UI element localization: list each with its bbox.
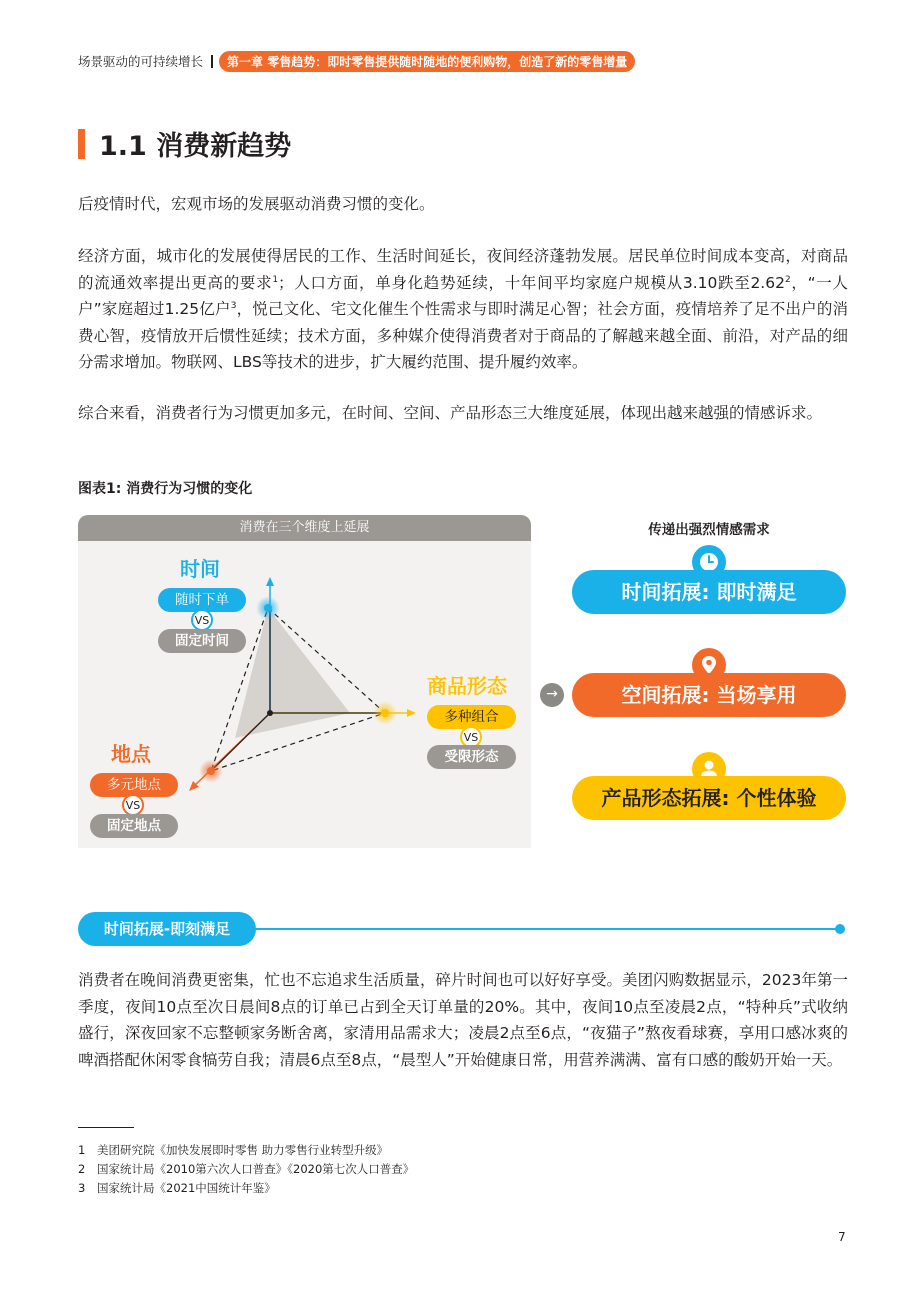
subsection-rule [252,928,840,930]
arrow-right-icon: → [540,683,564,707]
intro-paragraph: 后疫情时代，宏观市场的发展驱动消费习惯的变化。 [78,195,435,213]
summary-paragraph: 综合来看，消费者行为习惯更加多元，在时间、空间、产品形态三大维度延展，体现出越来越强的情感诉求。 [78,404,823,422]
report-title: 场景驱动的可持续增长 [78,54,204,69]
time-pill-flexible: 随时下单 [158,588,246,612]
footnote-ref-3: 3 [230,300,237,311]
time-label: 时间 [180,557,220,581]
panel-title: 消费在三个维度上延展 [78,515,531,541]
footnote-3: 3 国家统计局《2021中国统计年鉴》 [78,1181,276,1195]
section-heading [78,124,291,163]
space-extension-pill: 空间拓展: 当场享用 [572,673,846,717]
product-pill-limited: 受限形态 [427,745,516,769]
subsection-body: 消费者在晚间消费更密集，忙也不忘追求生活质量，碎片时间也可以好好享受。美团闪购数据显示，2023年第一季度，夜间10点至次日晨间8点的订单已占到全天订单量的20%。其中，夜间10点至凌晨2点，“特种兵”式收纳盛行，深夜回家不忘整顿家务断舍离，家清用品需求大；凌晨2点至6点，“夜猫子”熬夜看球赛，享用口感冰爽的啤酒搭配休闲零食犒劳自我；清晨6点至8点，“晨型人”开始健康日常，用营养满满、富有口感的酸奶开始一天。 [78,971,848,1069]
footnote-divider [78,1127,134,1128]
place-label: 地点 [111,742,151,766]
section-title: 1.1 消费新趋势 [99,131,292,162]
page-number: 7 [838,1230,846,1244]
subsection-rule-dot [835,924,845,934]
time-vs-badge: VS [191,609,213,631]
subsection-title: 时间拓展-即刻满足 [78,912,256,946]
page-header [78,50,635,72]
chapter-badge: 第一章 零售趋势：即时零售提供随时随地的便利购物，创造了新的零售增量 [219,51,635,72]
product-pill-combo: 多种组合 [427,705,516,729]
trend-paragraph: 经济方面，城市化的发展使得居民的工作、生活时间延长，夜间经济蓬勃发展。居民单位时间成本变高，对商品的流通效率提出更高的要求$^1$；人口方面，单身化趋势延续，十年间平均家庭户规模从3.10跌至2.62$^2$，“一人户”家庭超过1.25亿户$^3$，悦己文化、宅文化催生个性需求与即时满足心智；社会方面，疫情培养了足不出户的消费心智，疫情放开后惯性延续；技术方面，多种媒介使得消费者对于商品的了解越来越全面、前沿，对产品的细分需求增加。物联网、LBS等技术的进步，扩大履约范围、提升履约效率。 [78,247,848,371]
emotion-needs-heading: 传递出强烈情感需求 [648,522,770,538]
product-extension-pill: 产品形态拓展: 个性体验 [572,776,846,820]
place-vs-badge: VS [122,794,144,816]
place-pill-fixed: 固定地点 [90,814,178,838]
time-pill-fixed: 固定时间 [158,629,246,653]
figure-caption: 图表1: 消费行为习惯的变化 [78,481,253,497]
footnote-1: 1 美团研究院《加快发展即时零售 助力零售行业转型升级》 [78,1143,389,1157]
footnote-2: 2 国家统计局《2010第六次人口普查》《2020第七次人口普查》 [78,1162,415,1176]
header-divider [211,55,213,68]
product-label: 商品形态 [427,674,507,698]
footnote-ref-1: 1 [272,274,279,285]
place-pill-multiple: 多元地点 [90,773,178,797]
time-extension-pill: 时间拓展: 即时满足 [572,570,846,614]
title-accent-bar [78,129,85,159]
footnote-ref-2: 2 [784,274,791,285]
product-vs-badge: VS [460,726,482,748]
